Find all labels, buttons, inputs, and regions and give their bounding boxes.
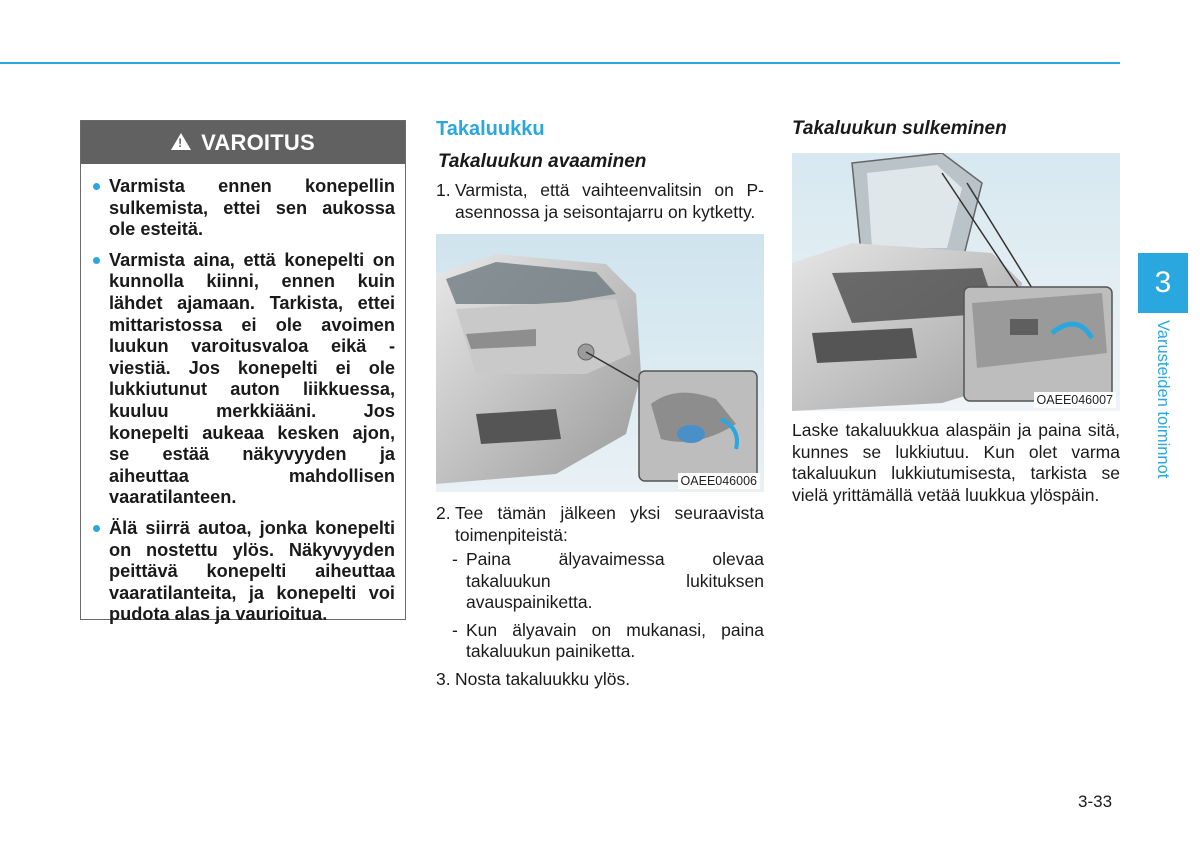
top-rule [0, 62, 1120, 64]
section-title: Takaluukku [436, 118, 545, 140]
opening-subtitle: Takaluukun avaaminen [438, 151, 647, 172]
warning-box [80, 120, 406, 625]
step-2 [436, 503, 764, 546]
warning-triangle-icon [171, 133, 191, 150]
figure-closing [792, 153, 1120, 411]
car-rear-illustration [436, 234, 764, 492]
chapter-tab: 3 [1138, 253, 1188, 313]
step-3 [436, 669, 764, 691]
middle-column [436, 117, 764, 690]
step-2-text: Tee tämän jälkeen yksi seuraavista toimenpiteistä: [455, 503, 764, 545]
warning-item: Älä siirrä autoa, jonka konepelti on nostettu ylös. Näkyvyyden peittävä konepelti aiheuttaa vaaratilanteita, ja konepelti voi pudota alas ja vaurioitua. [93, 518, 395, 626]
warning-title: VAROITUS [201, 129, 315, 155]
step-1-text: Varmista, että vaihteenvalitsin on P-asennossa ja seisontajarru on kytketty. [455, 180, 764, 222]
sub-step-2-text: Kun älyavain on mukanasi, paina takaluukun painiketta. [466, 619, 764, 661]
figure-code: OAEE046007 [1034, 392, 1116, 408]
warning-item: Varmista aina, että konepelti on kunnolla kiinni, ennen kuin lähdet ajamaan. Tarkista, ettei mittaristossa ei ole avoimen luukun varoitusvaloa eikä -viestiä. Jos konepelti ei ole lukkiutunut auton liikkuessa, kuuluu merkkiääni. Jos konepelti aukeaa kesken ajon, se estää näkyvyyden ja aiheuttaa mahdollisen vaaratilanteen. [93, 250, 395, 509]
closing-subtitle: Takaluukun sulkeminen [792, 118, 1007, 139]
warning-item: Varmista ennen konepellin sulkemista, ettei sen aukossa ole esteitä. [93, 176, 395, 241]
step-3-text: Nosta takaluukku ylös. [455, 668, 631, 689]
step-2-number: 2. [436, 503, 451, 523]
sub-step-1 [452, 549, 764, 614]
warning-list [81, 164, 405, 626]
figure-opening [436, 234, 764, 492]
step-1-number: 1. [436, 180, 451, 200]
figure-code: OAEE046006 [678, 473, 760, 489]
sub-step-2 [452, 620, 764, 663]
chapter-title [1148, 320, 1178, 500]
dash-mark: - [452, 619, 458, 640]
chapter-title-text: Varusteiden toiminnot [1154, 320, 1172, 479]
sub-step-1-text: Paina älyavaimessa olevaa takaluukun lukituksen avauspainiketta. [466, 549, 764, 612]
tailgate-closing-illustration [792, 153, 1120, 411]
step-1 [436, 180, 764, 223]
warning-header [81, 121, 405, 164]
closing-text: Laske takaluukkua alaspäin ja paina sitä, kunnes se lukkiutuu. Kun olet varma takaluukun lukkiutumisesta, tarkista se vielä yrittämällä vetää luukkua ylöspäin. [792, 420, 1120, 505]
page-number: 3-33 [1078, 792, 1113, 811]
step-3-number: 3. [436, 668, 451, 689]
right-column [792, 117, 1120, 506]
dash-mark: - [452, 549, 458, 569]
